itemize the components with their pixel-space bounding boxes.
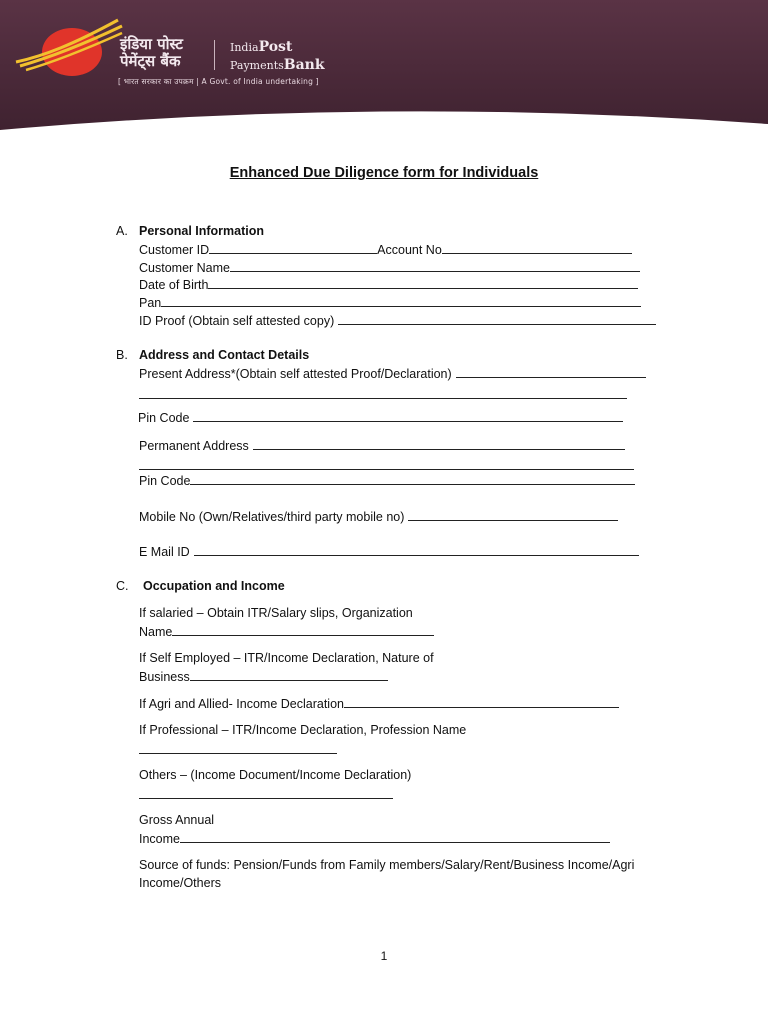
section-a-letter: A. — [116, 224, 128, 238]
pin-code-row-1 — [138, 410, 623, 426]
gross-annual-row-1 — [139, 813, 214, 828]
form-title: Enhanced Due Diligence form for Individuals — [229, 165, 539, 181]
section-a-heading: Personal Information — [139, 224, 265, 238]
page-number: 1 — [380, 949, 388, 963]
source-of-funds-row-2 — [139, 876, 221, 891]
customer-name-row — [139, 260, 640, 276]
pin-code-field-2[interactable] — [190, 473, 635, 485]
email-field[interactable] — [194, 544, 639, 556]
dob-row — [139, 277, 638, 293]
mobile-row — [139, 509, 618, 525]
dob-field[interactable] — [208, 277, 638, 289]
salaried-row-1 — [139, 606, 413, 621]
source-of-funds-label-1: Source of funds: Pension/Funds from Family members/Salary/Rent/Business Income/Agri — [139, 858, 635, 872]
section-b-heading: Address and Contact Details — [139, 348, 310, 362]
salaried-label-1: If salaried – Obtain ITR/Salary slips, Organization — [139, 606, 413, 620]
permanent-address-row — [139, 438, 625, 454]
brand-name-hindi — [120, 36, 183, 70]
permanent-address-line-2[interactable] — [139, 468, 634, 470]
others-field[interactable] — [139, 797, 393, 799]
pin-code-row-2 — [139, 473, 635, 489]
customer-id-row — [139, 242, 632, 258]
brand-bank: Bank — [283, 57, 325, 73]
brand-name-english — [230, 38, 325, 74]
pan-label: Pan — [139, 296, 162, 310]
profession-name-field[interactable] — [139, 752, 337, 754]
dob-label: Date of Birth — [139, 278, 209, 292]
gross-annual-row-2 — [139, 831, 610, 847]
customer-name-field[interactable] — [230, 260, 640, 272]
others-row — [139, 768, 411, 783]
ippb-logo-icon — [14, 16, 124, 78]
pin-code-label-1: Pin Code — [138, 411, 190, 425]
present-address-line-2[interactable] — [139, 397, 627, 399]
present-address-label: Present Address*(Obtain self attested Proof/Declaration) — [139, 367, 452, 381]
brand-payments: Payments — [230, 59, 284, 72]
self-employed-row-2 — [139, 669, 388, 685]
source-of-funds-row-1 — [139, 858, 634, 873]
organization-name-field[interactable] — [172, 624, 434, 636]
section-b-letter: B. — [116, 348, 128, 362]
brand-post: Post — [258, 39, 293, 55]
nature-of-business-field[interactable] — [190, 669, 388, 681]
pin-code-field-1[interactable] — [193, 410, 623, 422]
customer-id-field[interactable] — [209, 242, 377, 254]
brand-hindi-line1: इंडिया पोस्ट — [120, 35, 183, 53]
pan-row — [139, 295, 641, 311]
permanent-address-field[interactable] — [253, 438, 625, 450]
source-of-funds-label-2: Income/Others — [139, 876, 221, 890]
brand-tagline: [ भारत सरकार का उपक्रम | A Govt. of India undertaking ] — [118, 77, 319, 86]
gross-annual-income-field[interactable] — [180, 831, 610, 843]
email-row — [139, 544, 639, 560]
header-banner — [0, 0, 768, 140]
account-no-field[interactable] — [442, 242, 632, 254]
permanent-address-label: Permanent Address — [139, 439, 249, 453]
present-address-row — [139, 366, 646, 382]
agri-label: If Agri and Allied- Income Declaration — [139, 697, 344, 711]
self-employed-row-1 — [139, 651, 434, 666]
mobile-label: Mobile No (Own/Relatives/third party mobile no) — [139, 510, 405, 524]
brand-divider — [214, 40, 215, 70]
section-c-letter: C. — [116, 579, 129, 593]
customer-name-label: Customer Name — [139, 261, 230, 275]
agri-row — [139, 696, 619, 712]
present-address-field[interactable] — [456, 366, 646, 378]
pan-field[interactable] — [161, 295, 641, 307]
customer-id-label: Customer ID — [139, 243, 210, 257]
salaried-label-2: Name — [139, 625, 173, 639]
id-proof-row — [139, 313, 656, 329]
mobile-field[interactable] — [408, 509, 618, 521]
gross-annual-label-2: Income — [139, 832, 180, 846]
pin-code-label-2: Pin Code — [139, 474, 191, 488]
professional-label: If Professional – ITR/Income Declaration, Profession Name — [139, 723, 467, 737]
section-c-heading: Occupation and Income — [143, 579, 285, 593]
agri-field[interactable] — [344, 696, 619, 708]
professional-row — [139, 723, 466, 738]
self-employed-label-1: If Self Employed – ITR/Income Declaration, Nature of — [139, 651, 434, 665]
email-label: E Mail ID — [139, 545, 190, 559]
id-proof-field[interactable] — [338, 313, 656, 325]
gross-annual-label-1: Gross Annual — [139, 813, 215, 827]
brand-hindi-line2: पेमेंट्स बैंक — [120, 52, 181, 70]
others-label: Others – (Income Document/Income Declaration) — [139, 768, 412, 782]
self-employed-label-2: Business — [139, 670, 190, 684]
id-proof-label: ID Proof (Obtain self attested copy) — [139, 314, 335, 328]
brand-india: India — [230, 41, 259, 54]
salaried-row-2 — [139, 624, 434, 640]
account-no-label: Account No — [377, 243, 442, 257]
